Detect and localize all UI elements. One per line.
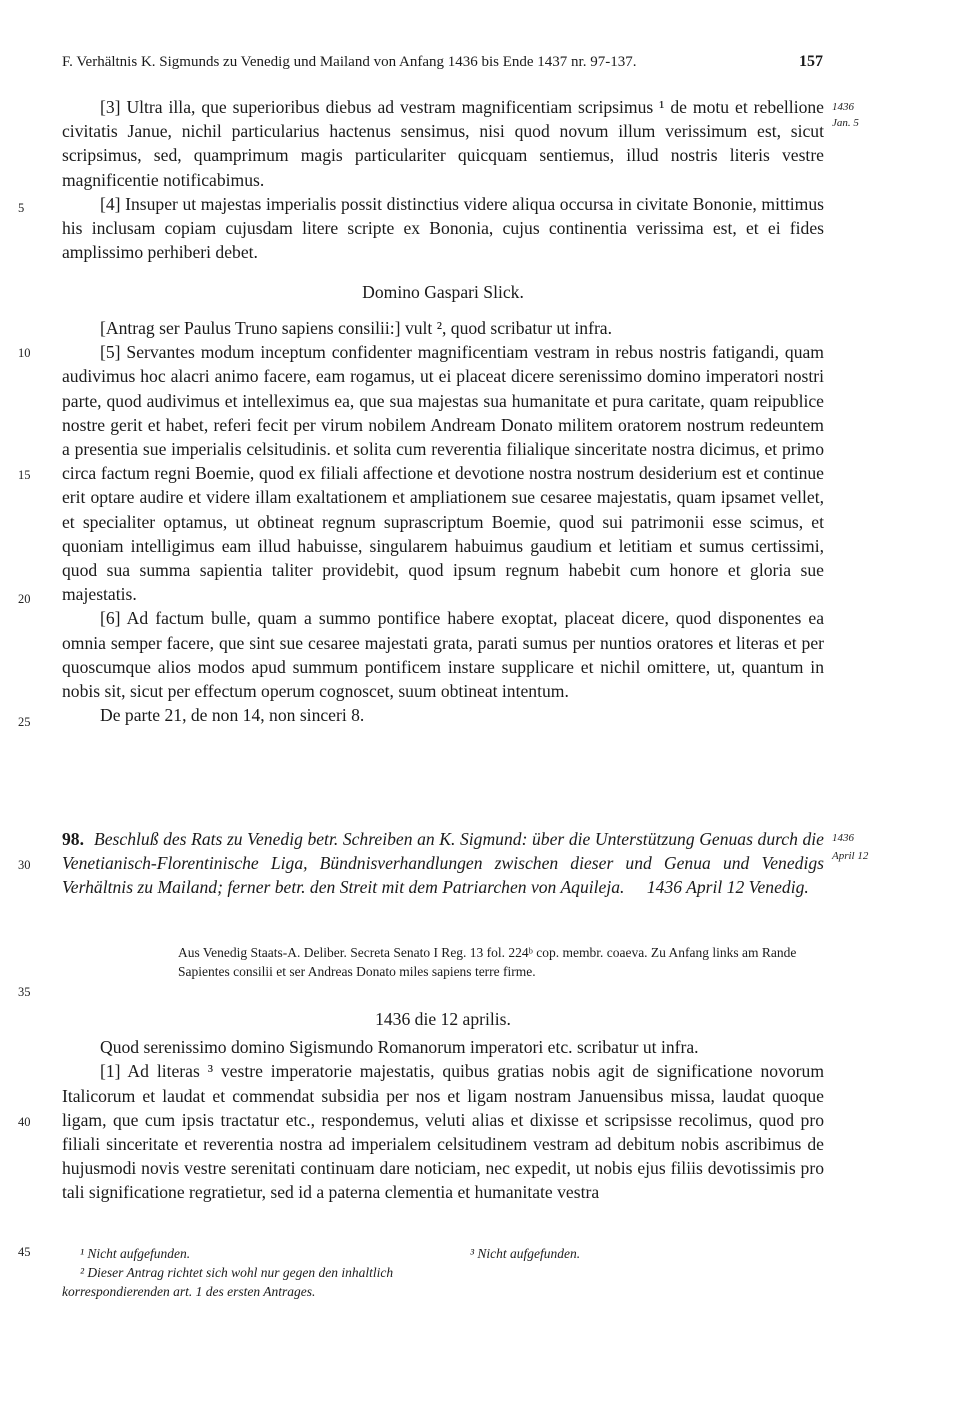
margin-year: 1436 bbox=[832, 101, 854, 113]
running-header: F. Verhältnis K. Sigmunds zu Venedig und Mailand von Anfang 1436 bis Ende 1437 nr. 97-137. bbox=[62, 54, 637, 70]
paragraph-3: [3] Ultra illa, que superioribus diebus ad vestram magnificentiam scripsimus ¹ de motu et rebellione civitatis Janue, nichil particularius hactenus sensimus, nisi quod novum illum verissimum est, sicut scripsimus, sed, quamprimum magis particulariter quicquam sentiemus, illud nostris literis vestre magnificentie notificabimus. bbox=[62, 97, 824, 190]
margin-date: April 12 bbox=[832, 850, 869, 862]
line-number: 25 bbox=[18, 715, 31, 729]
margin-year: 1436 bbox=[832, 832, 854, 844]
line-number: 5 bbox=[18, 201, 25, 215]
line-number: 15 bbox=[18, 468, 31, 482]
line-number: 35 bbox=[18, 985, 31, 999]
line-number: 10 bbox=[18, 346, 31, 360]
source-note bbox=[178, 943, 824, 981]
footnotes-left bbox=[62, 1244, 442, 1301]
margin-date: Jan. 5 bbox=[832, 117, 859, 129]
line-number: 40 bbox=[18, 1115, 31, 1129]
footnote-2: ² Dieser Antrag richtet sich wohl nur gegen den inhaltlich korrespondierenden art. 1 des ersten Antrages. bbox=[62, 1265, 394, 1299]
doc98-heading bbox=[62, 827, 824, 900]
line-number: 45 bbox=[18, 1245, 31, 1259]
page-number: 157 bbox=[799, 53, 823, 70]
doc97-body bbox=[62, 95, 824, 264]
intro-line: Quod serenissimo domino Sigismundo Romanorum imperatori etc. scribatur ut infra. bbox=[100, 1037, 699, 1058]
paragraph-4: [4] Insuper ut majestas imperialis possit distinctius videre aliqua occursa in civitate Bononie, mittimus his inclusam copiam cujusdam litere scripte ex Bononia, cujus continentia verissima est, et ei fides amplissimo perhiberi debet. bbox=[62, 193, 824, 263]
doc-date-place: 1436 April 12 Venedig. bbox=[646, 877, 809, 898]
paragraph-1: [1] Ad literas ³ vestre imperatorie majestatis, quibus gratias nobis agit de significatione novorum Italicorum et laudat et commendat subsidia per nos et ligam nostram Januensibus missa, laudat quoque ligam, que cum ipsis tractatur etc., respondemus, veluti alias et dixisse et scripsisse recolimus, quod pro filiali sinceritate et reverentia nostra ad imperialem celsitudinem vestram ad debitum nobis ascribimus de hujusmodi novis vestre serenitati continuam dare noticiam, nec expedit, ut nobis ejus filiis devotissimis pro tali significatione regratietur, sed id a paterna clementia et humanitate vestra bbox=[62, 1061, 824, 1203]
doc-title: Beschluß des Rats zu Venedig betr. Schreiben an K. Sigmund: über die Unterstützung Genuas durch die Venetianisch-Florentinische Liga, Bündnisverhandlungen zwischen dieser und Genua und Venedigs Verhältnis zu Mailand; ferner betr. den Streit mit dem Patriarchen von Aquileja. bbox=[62, 829, 824, 898]
doc-number: 98. bbox=[62, 829, 84, 849]
addressee-block bbox=[62, 280, 824, 304]
line-number: 20 bbox=[18, 592, 31, 606]
vote-result: De parte 21, de non 14, non sinceri 8. bbox=[100, 705, 365, 726]
line-number: 30 bbox=[18, 858, 31, 872]
paragraph-6: [6] Ad factum bulle, quam a summo pontifice habere exoptat, placeat dicere, quod disponentes ea omnia semper facere, que sint sue cesaree majestati grata, parati sumus per nuntios oratores et literas et per quoscumque alios modos apud summum pontificem instare supplicare et nichil omittere, ut, quantum in nobis sit, sicut per effectum operum cognoscet, suum obtineat intentum. bbox=[62, 608, 824, 702]
dateline: 1436 die 12 aprilis. bbox=[375, 1009, 511, 1029]
source-text: Aus Venedig Staats-A. Deliber. Secreta Senato I Reg. 13 fol. 224ᵇ cop. membr. coaeva. Zu Anfang links am Rande Sapientes consilii et ser Andreas Donato miles sapiens terre firme. bbox=[178, 945, 797, 979]
doc97-body-2 bbox=[62, 316, 824, 727]
footnotes-right bbox=[470, 1244, 820, 1263]
doc98-body bbox=[62, 1007, 824, 1205]
antrag-line: [Antrag ser Paulus Truno sapiens consilii:] vult ², quod scribatur ut infra. bbox=[100, 318, 613, 338]
footnote-1: ¹ Nicht aufgefunden. bbox=[80, 1246, 191, 1261]
paragraph-5: [5] Servantes modum inceptum confidenter magnificentiam vestram in rebus nostris fatigandi, quam audivimus hoc alacri animo facere, eam rogamus, ut ei placeat dicere serenissimo domino imperatori nostri parte, quod audivimus et intelleximus ea, que sua majestas sua humanitate et pura caritate, quam reipublice nostre gerit et habet, referi fecit per virum nobilem Andream Donato militem oratorem nostrum redeuntem a presentia sue imperialis celsitudinis. et solita cum reverentia filialique sinceritate nostra dicimus, et primo circa factum regni Boemie, quod ex filiali affectione et devotione nostra nostrum desiderium est et continue erit optare audire et videre illam exaltationem et ampliationem sue cesaree majestatis, quam ipsamet vellet, et specialiter optamus, ut obtineat regnum suprascriptum Boemie, quod sui patrimonii esse scimus, et quoniam intelligimus eam illud habuisse, singularem habuimus gaudium et letitiam et sumus certissimi, quod sua summa sapientia taliter providebit, quod ipsum regnum habebit cum honore et gloria sue majestatis. bbox=[62, 342, 824, 605]
addressee: Domino Gaspari Slick. bbox=[362, 282, 524, 302]
footnote-3: ³ Nicht aufgefunden. bbox=[470, 1246, 581, 1261]
